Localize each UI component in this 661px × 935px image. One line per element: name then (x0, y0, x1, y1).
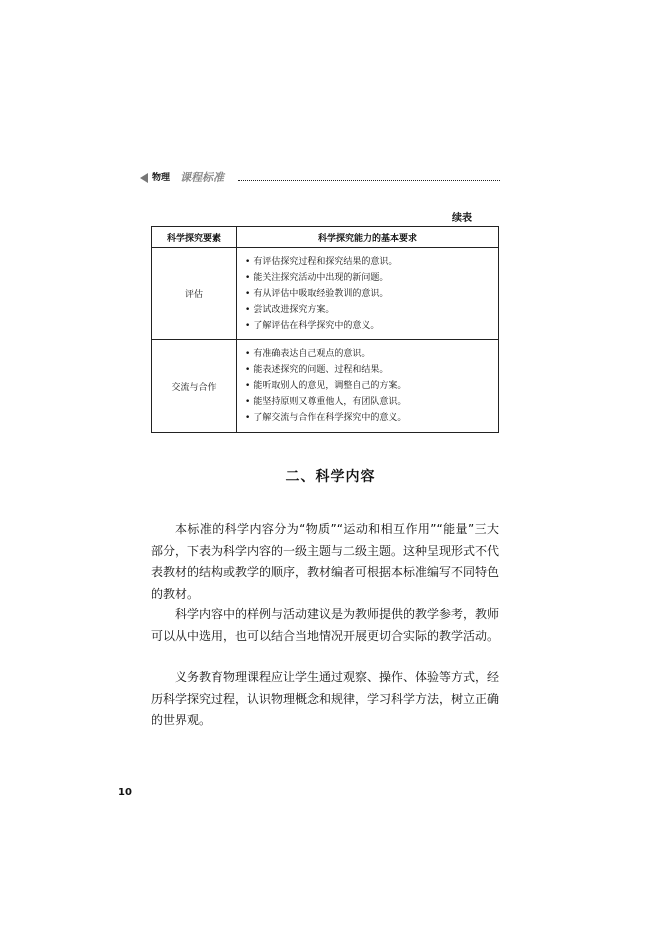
triangle-left-icon (140, 173, 148, 183)
paragraph: 本标准的科学内容分为“物质”“运动和相互作用”“能量”三大部分，下表为科学内容的一级主题与二级主题。这种呈现形式不代表教材的结构或教学的顺序，教材编者可根据本标准编写不同特色的教材。 (151, 522, 500, 601)
requirements-table (151, 226, 499, 433)
section-title: 二、科学内容 (285, 469, 376, 485)
table-row (152, 248, 499, 340)
list-item: • 能关注探究活动中出现的新问题。 (245, 270, 498, 286)
list-item: • 尝试改进探究方案。 (245, 302, 498, 318)
list-item: • 能坚持原则又尊重他人，有团队意识。 (245, 394, 498, 410)
row-element: 交流与合作 (152, 340, 237, 433)
list-item: • 有准确表达自己观点的意识。 (245, 346, 498, 362)
row-requirements (237, 340, 499, 433)
running-header (140, 172, 500, 186)
list-item: • 能听取别人的意见，调整自己的方案。 (245, 378, 498, 394)
page-number: 10 (118, 787, 132, 798)
list-item: • 有评估探究过程和探究结果的意识。 (245, 254, 498, 270)
row-element: 评估 (152, 248, 237, 340)
table-header-row (152, 227, 499, 248)
list-item: • 能表述探究的问题、过程和结果。 (245, 362, 498, 378)
row-requirements (237, 248, 499, 340)
list-item: • 有从评估中吸取经验教训的意识。 (245, 286, 498, 302)
paragraph: 科学内容中的样例与活动建议是为教师提供的教学参考，教师可以从中选用，也可以结合当地情况开展更切合实际的教学活动。 (151, 607, 500, 643)
table-row (152, 340, 499, 433)
col-header-requirement: 科学探究能力的基本要求 (237, 227, 499, 248)
continued-label: 续表 (452, 213, 472, 224)
paragraph: 义务教育物理课程应让学生通过观察、操作、体验等方式，经历科学探究过程，认识物理概念和规律，学习科学方法，树立正确的世界观。 (151, 670, 500, 727)
header-subject: 物理 (152, 173, 171, 183)
list-item: • 了解交流与合作在科学探究中的意义。 (245, 410, 498, 426)
header-dotted-rule (238, 180, 500, 181)
header-standard: 课程标准 (180, 171, 224, 184)
col-header-element: 科学探究要素 (152, 227, 237, 248)
list-item: • 了解评估在科学探究中的意义。 (245, 318, 498, 334)
